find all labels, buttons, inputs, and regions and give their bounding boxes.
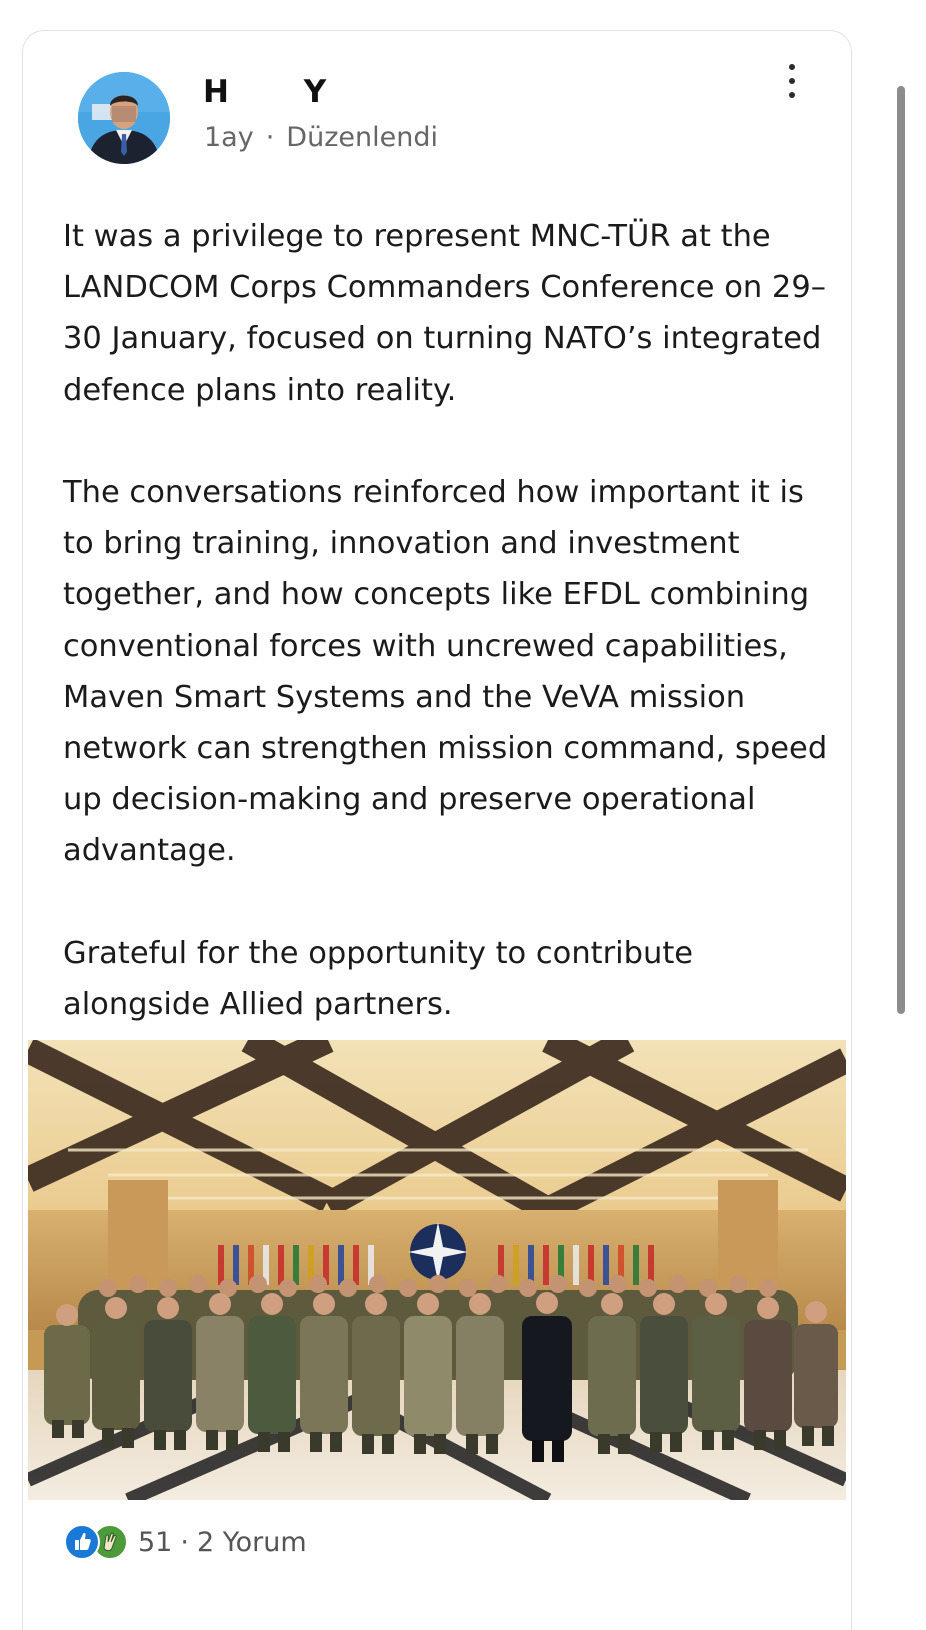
edited-label: Düzenlendi [286,122,438,153]
thumbs-up-icon [64,1524,100,1560]
group-photo [28,1040,846,1500]
comment-count[interactable]: 2 Yorum [196,1526,307,1558]
post-text: It was a privilege to represent MNC-TÜR at the LANDCOM Corps Commanders Conference on 29–30 January, focused on turning NATO’s integrated defence plans into reality. The conversations reinforced how important it is to bring training, innovation and investment together, and how concepts like EFDL combining conventional forces with uncrewed capabilities, Maven Smart Systems and the VeVA mission network can strengthen mission command, speed up decision-making and preserve operational advantage. Grateful for the opportunity to contribute alongside Allied partners. [63,219,828,1023]
author-name[interactable]: H Y [203,74,327,110]
post-time: 1ay [204,122,254,153]
meta-separator: · [265,122,275,153]
avatar[interactable] [78,72,170,164]
scrollbar[interactable] [897,86,905,1014]
vertical-ellipsis-icon-dot [789,92,795,98]
reactions-bar[interactable] [64,1520,307,1564]
reaction-summary[interactable] [138,1527,307,1558]
post-image[interactable] [28,1040,846,1500]
footer-separator: · [180,1526,189,1558]
more-options-button[interactable] [777,60,807,104]
vertical-ellipsis-icon [789,64,795,70]
avatar-photo [78,72,170,164]
post-meta [204,122,438,153]
vertical-ellipsis-icon-dot [789,78,795,84]
reaction-count: 51 [138,1526,173,1558]
